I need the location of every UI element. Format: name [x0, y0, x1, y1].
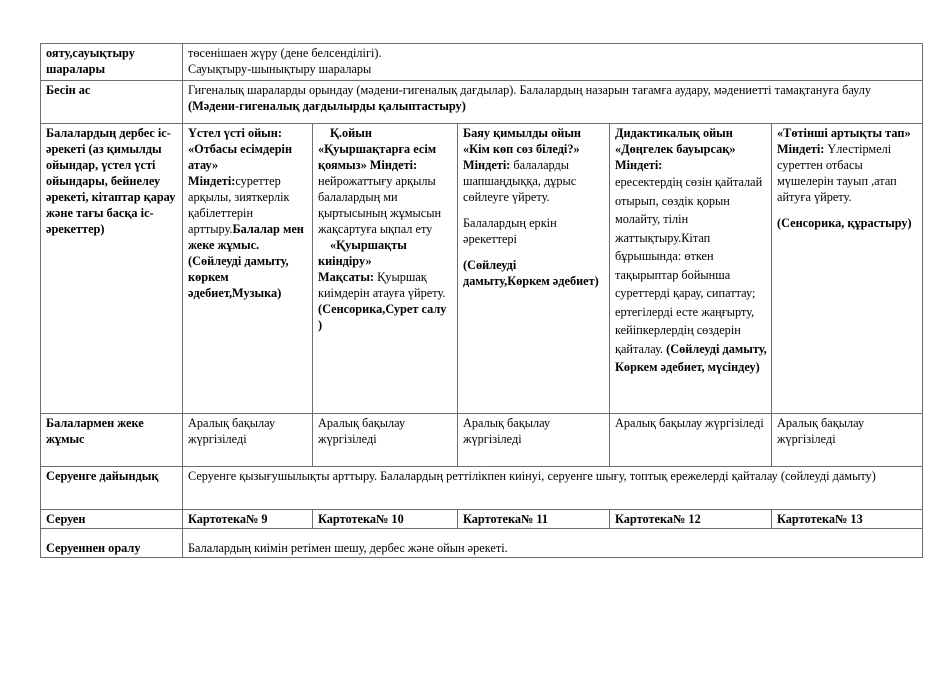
activity-2-goal-block [318, 269, 453, 301]
activity-1-title: Үстел үсті ойын: «Отбасы есімдерін атау» [188, 126, 293, 172]
activity-5-title: «Төтінші артықты тап» [777, 126, 911, 140]
lunch-text: Гигеналық шараларды орындау (мәдени-гигеналық дағдылар). Балалардың назарын тағамға аудару, мәдениетті тамақтануға баулу [188, 83, 872, 97]
activity-3-free: Балалардың еркін әрекеттері [463, 216, 557, 246]
individual-cell-4: Аралық бақылау жүргізіледі [610, 414, 772, 467]
row-walk-prep [41, 467, 923, 510]
row-activity [41, 124, 923, 414]
activity-5-task: Үлестірмелі суреттен отбасы мүшелерін тауып ,атап айтуға үйрету. [777, 142, 897, 204]
row-lunch [41, 81, 923, 124]
individual-cell-2: Аралық бақылау жүргізіледі [313, 414, 458, 467]
walk-cell-3: Картотека№ 11 [458, 510, 610, 529]
individual-cell-3: Аралық бақылау жүргізіледі [458, 414, 610, 467]
walk-prep-content: Серуенге қызығушылықты арттыру. Балалардың реттілікпен киінуі, серуенге шығу, топтық ережелерді қайталау (сөйлеуді дамыту) [183, 467, 923, 510]
activity-3-task-block [463, 157, 605, 205]
activity-cell-1 [183, 124, 313, 414]
activity-2-title: Қ.ойын «Қуыршақтарға есім қоямыз» Міндеті: [318, 126, 437, 172]
row-label-walk: Серуен [41, 510, 183, 529]
activity-1-task: суреттер арқылы, зияткерлік қабілеттерін арттыру. [188, 174, 290, 236]
lunch-content [183, 81, 923, 124]
row-label-activity: Балалардың дербес іс-әрекеті (аз қимылды ойындар, үстел үсті ойындары, бейнелеу әрекеті, кітаптар қарау және тағы басқа іс-әрекеттер) [41, 124, 183, 414]
activity-2-tags: (Сенсорика,Сурет салу ) [318, 302, 447, 332]
wake-up-line-1: төсенішаен жүру (дене белсенділігі). [188, 46, 382, 60]
activity-1-task-label: Міндеті: [188, 174, 236, 188]
row-walk-return [41, 529, 923, 558]
wake-up-line-2: Сауықтыру-шынықтыру шаралары [188, 62, 372, 76]
activity-2-goal-label: Мақсаты: [318, 270, 375, 284]
activity-4-task: ересектердің сөзін қайталай отырып, сөздік қорын молайту, тілін жаттықтыру.Кітап бұрышында: өткен тақырыптар бойынша суреттерді қарау, сипаттау; ертегілерді есте жаңғырту, кейіпкерлердің сөздерін қайталау. [615, 175, 763, 356]
activity-5-tags: (Сенсорика, құрастыру) [777, 216, 912, 230]
daily-plan-table [40, 43, 923, 558]
activity-cell-2 [313, 124, 458, 414]
activity-cell-5 [772, 124, 923, 414]
row-individual [41, 414, 923, 467]
activity-cell-4 [610, 124, 772, 414]
activity-2-task: нейрожаттығу арқылы балалардың ми қыртысының жұмысын жақсартуға ықпал ету [318, 174, 442, 236]
row-label-walk-return: Серуеннен оралу [41, 529, 183, 558]
row-label-lunch: Бесін ас [41, 81, 183, 124]
walk-return-content: Балалардың киімін ретімен шешу, дербес және ойын әрекеті. [183, 529, 923, 558]
activity-2-title-2: «Қуыршақты киіндіру» [318, 238, 407, 268]
activity-5-task-label: Міндеті: [777, 142, 825, 156]
row-wake-up [41, 44, 923, 81]
activity-4-title: Дидактикалық ойын «Дөңгелек бауырсақ» [615, 126, 736, 156]
activity-3-task-label: Міндеті: [463, 158, 511, 172]
activity-3-task: балаларды шапшаңдыққа, дұрыс сөйлеуге үйрету. [463, 158, 577, 204]
wake-up-content [183, 44, 923, 81]
activity-3-tags: (Сөйлеуді дамыту,Көркем әдебиет) [463, 258, 599, 288]
activity-1-bold-tail: Балалар мен жеке жұмыс. [188, 222, 304, 252]
activity-3-title: Баяу қимылды ойын «Кім көп сөз біледі?» [463, 126, 582, 156]
walk-cell-5: Картотека№ 13 [772, 510, 923, 529]
activity-5-spacer [777, 205, 918, 215]
activity-3-spacer [463, 205, 605, 215]
activity-cell-3 [458, 124, 610, 414]
activity-4-task-label: Міндеті: [615, 158, 663, 172]
row-walk [41, 510, 923, 529]
row-label-walk-prep: Серуенге дайындық [41, 467, 183, 510]
walk-cell-1: Картотека№ 9 [183, 510, 313, 529]
activity-4-tags: (Сөйлеуді дамыту, Көркем әдебиет, мүсіндеу) [615, 341, 767, 374]
activity-3-spacer-2 [463, 247, 605, 257]
walk-cell-4: Картотека№ 12 [610, 510, 772, 529]
row-label-individual: Балалармен жеке жұмыс [41, 414, 183, 467]
walk-cell-2: Картотека№ 10 [313, 510, 458, 529]
activity-2-goal: Қуыршақ киімдерін атауға үйрету. [318, 270, 446, 300]
individual-cell-5: Аралық бақылау жүргізіледі [772, 414, 923, 467]
lunch-bold-note: (Мәдени-гигеналық дағдылырды қалыптастыру) [188, 99, 466, 113]
activity-1-tags: (Сөйлеуді дамыту, көркем әдебиет,Музыка) [188, 254, 289, 300]
activity-5-task-block [777, 141, 918, 205]
row-label-wake-up: ояту,сауықтыру шаралары [41, 44, 183, 81]
individual-cell-1: Аралық бақылау жүргізіледі [183, 414, 313, 467]
